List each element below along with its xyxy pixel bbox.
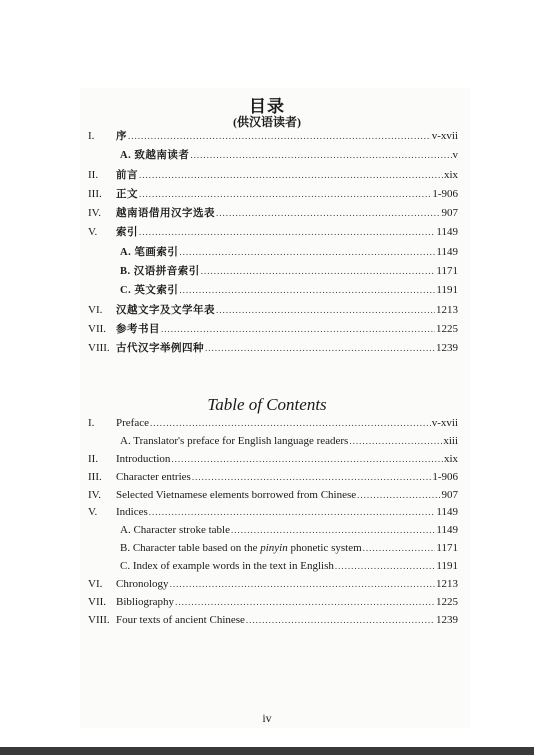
toc-row	[88, 596, 458, 614]
toc-page-reference: xix	[443, 168, 458, 181]
toc-entry-label: 越南语借用汉字选表	[116, 208, 215, 220]
toc-row	[88, 226, 458, 245]
toc-page-reference: 1213	[436, 303, 458, 316]
chinese-toc-subtitle: (供汉语读者)	[233, 115, 301, 129]
toc-entry-label: B. Character table based on the pinyin phonetic system	[120, 542, 362, 555]
toc-page-reference: 1149	[436, 226, 458, 239]
toc-page-reference: 1171	[436, 265, 458, 278]
toc-entry-label: Indices	[116, 506, 148, 519]
toc-entry-number: III.	[88, 187, 102, 200]
toc-entry-number: III.	[88, 470, 102, 483]
chinese-toc-title: 目录	[249, 97, 285, 116]
toc-row	[88, 542, 458, 560]
toc-row	[88, 149, 458, 168]
toc-dot-leader	[357, 489, 440, 502]
toc-row	[88, 246, 458, 265]
toc-dot-leader	[179, 284, 435, 297]
toc-row	[88, 471, 458, 489]
toc-entry-number: VIII.	[88, 613, 110, 626]
toc-entry-number: VII.	[88, 322, 107, 335]
toc-row	[88, 560, 458, 578]
toc-entry-number: II.	[88, 168, 99, 181]
toc-page-reference: 1-906	[432, 470, 458, 483]
toc-row	[88, 506, 458, 524]
toc-page-reference: v-xvii	[431, 417, 458, 429]
bottom-edge	[0, 747, 534, 755]
toc-dot-leader	[231, 524, 435, 537]
toc-row	[88, 614, 458, 632]
toc-entry-number: VI.	[88, 303, 103, 316]
toc-entry-number: VI.	[88, 578, 103, 591]
toc-dot-leader	[246, 614, 435, 627]
toc-entry-number: I.	[88, 130, 95, 142]
toc-entry-number: V.	[88, 226, 98, 239]
toc-page-reference: xiii	[443, 434, 458, 447]
page-number: iv	[262, 711, 272, 725]
toc-page-reference: xix	[443, 452, 458, 465]
toc-dot-leader	[149, 506, 436, 519]
toc-row	[88, 435, 458, 453]
toc-entry-label: A. 笔画索引	[120, 246, 179, 258]
toc-row	[88, 188, 458, 207]
toc-entry-number: IV.	[88, 207, 101, 220]
toc-row	[88, 578, 458, 596]
toc-page-reference: 1191	[436, 284, 458, 297]
toc-dot-leader	[205, 342, 435, 355]
toc-entry-number: IV.	[88, 488, 101, 501]
toc-entry-number: V.	[88, 506, 98, 519]
english-toc-list	[88, 417, 458, 632]
toc-entry-number: VIII.	[88, 342, 110, 355]
toc-page-reference: v-xvii	[431, 130, 458, 142]
toc-dot-leader	[216, 207, 441, 220]
toc-page-reference: 907	[441, 207, 458, 220]
toc-page-reference: 1225	[436, 322, 458, 335]
toc-dot-leader	[335, 560, 436, 573]
toc-dot-leader	[171, 453, 443, 466]
toc-dot-leader	[190, 149, 451, 162]
toc-page-reference: 1149	[436, 524, 458, 537]
toc-entry-label: C. Index of example words in the text in English	[120, 560, 334, 573]
toc-dot-leader	[139, 226, 435, 239]
toc-page-reference: 907	[441, 488, 458, 501]
chinese-toc-list	[88, 130, 458, 362]
toc-page-reference: 1149	[436, 506, 458, 519]
toc-entry-label: B. 汉语拼音索引	[120, 266, 200, 278]
toc-entry-label: 汉越文字及文学年表	[116, 304, 215, 316]
toc-dot-leader	[349, 435, 442, 448]
toc-entry-label: Character entries	[116, 470, 191, 483]
toc-row	[88, 304, 458, 323]
toc-dot-leader	[216, 304, 435, 317]
toc-entry-label: Bibliography	[116, 595, 175, 608]
english-toc-title: Table of Contents	[207, 395, 327, 414]
toc-entry-label: C. 英文索引	[120, 285, 179, 297]
toc-page-reference: 1225	[436, 595, 458, 608]
toc-row	[88, 284, 458, 303]
toc-page-reference: 1-906	[432, 187, 458, 200]
toc-dot-leader	[201, 265, 436, 278]
toc-row	[88, 417, 458, 435]
toc-entry-label: 序	[116, 131, 127, 142]
toc-entry-number: I.	[88, 417, 95, 429]
toc-row	[88, 489, 458, 507]
toc-page-reference: 1239	[436, 342, 458, 355]
toc-dot-leader	[179, 246, 435, 259]
toc-entry-label: Chronology	[116, 578, 169, 591]
toc-dot-leader	[128, 130, 431, 143]
toc-dot-leader	[139, 188, 431, 201]
toc-entry-label: 古代汉字举例四种	[116, 343, 204, 355]
toc-dot-leader	[192, 471, 432, 484]
toc-row	[88, 524, 458, 542]
toc-entry-label: Selected Vietnamese elements borrowed from Chinese	[116, 488, 357, 501]
toc-dot-leader	[150, 417, 431, 430]
toc-row	[88, 453, 458, 471]
toc-entry-label: A. 致越南读者	[120, 150, 190, 162]
toc-row	[88, 342, 458, 361]
toc-entry-label: 前言	[116, 169, 138, 181]
toc-entry-label: 正文	[116, 188, 138, 200]
toc-row	[88, 323, 458, 342]
toc-row	[88, 207, 458, 226]
toc-row	[88, 169, 458, 188]
toc-entry-number: VII.	[88, 595, 107, 608]
toc-entry-label: A. Translator's preface for English language readers	[120, 434, 349, 447]
toc-page-reference: 1213	[436, 578, 458, 591]
toc-page-reference: 1171	[436, 542, 458, 555]
toc-entry-label: Preface	[116, 417, 149, 429]
toc-entry-label: 参考书目	[116, 323, 160, 335]
toc-dot-leader	[170, 578, 435, 591]
toc-entry-number: II.	[88, 452, 99, 465]
toc-page-reference: v	[452, 149, 458, 162]
toc-entry-label: 索引	[116, 227, 138, 239]
toc-row	[88, 130, 458, 149]
toc-page-reference: 1191	[436, 560, 458, 573]
toc-dot-leader	[139, 169, 443, 182]
toc-entry-label: Four texts of ancient Chinese	[116, 613, 245, 626]
toc-page-reference: 1149	[436, 245, 458, 258]
toc-row	[88, 265, 458, 284]
italic-term: pinyin	[260, 542, 288, 555]
toc-page-reference: 1239	[436, 613, 458, 626]
toc-entry-label: Introduction	[116, 452, 171, 465]
toc-dot-leader	[161, 323, 435, 336]
toc-dot-leader	[175, 596, 435, 609]
toc-dot-leader	[363, 542, 436, 555]
toc-entry-label: A. Character stroke table	[120, 524, 230, 537]
